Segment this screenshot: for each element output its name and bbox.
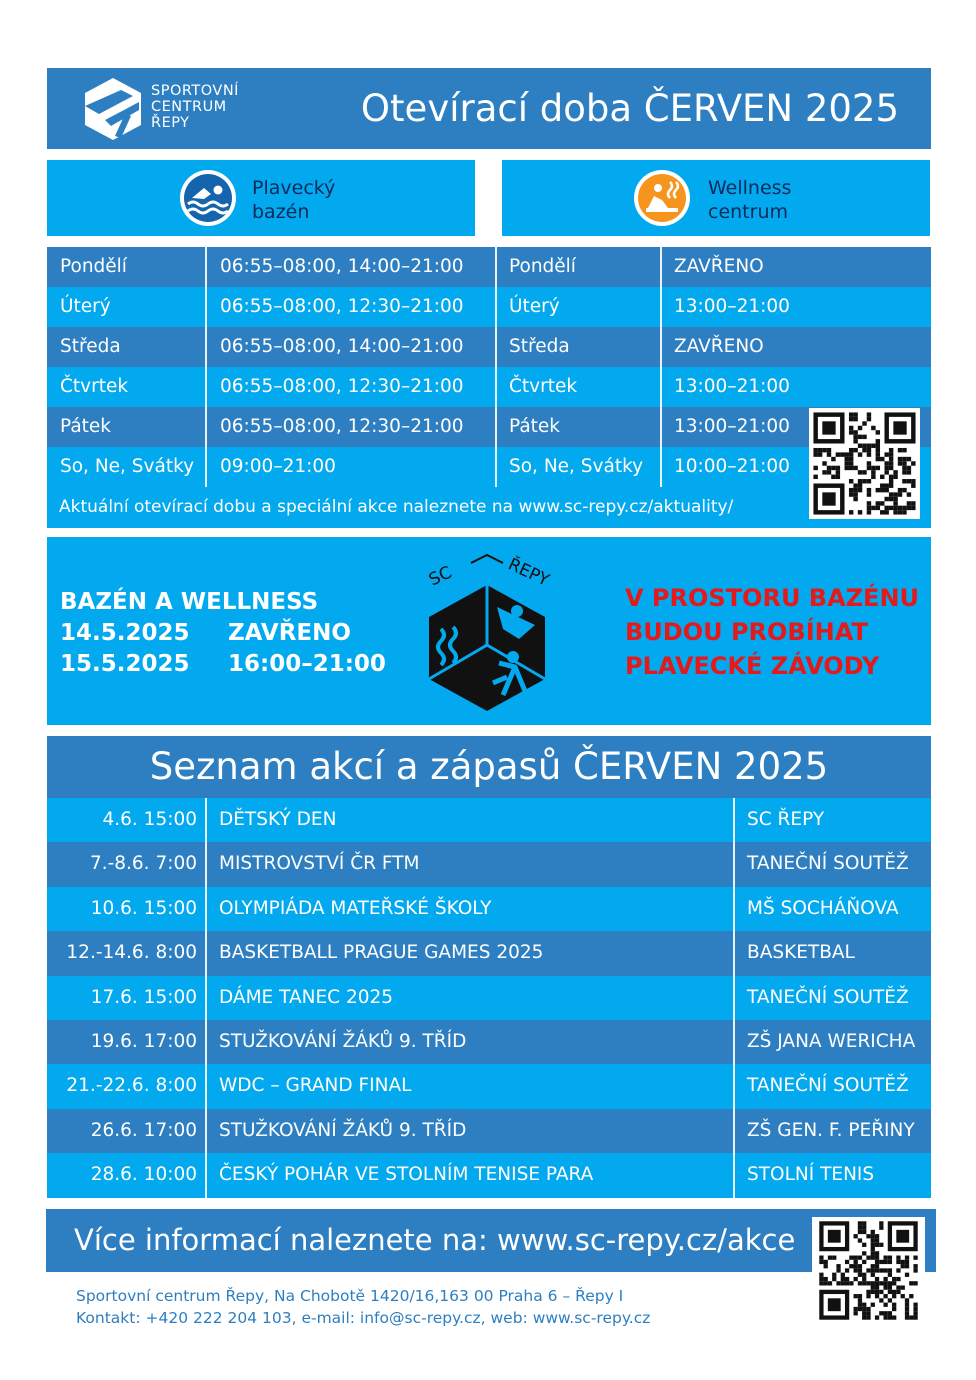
wellness-time: 13:00–21:00 xyxy=(674,296,790,317)
hours-row xyxy=(47,367,931,407)
emblem-text-right: ŘEPY xyxy=(504,554,553,591)
warning-line: PLAVECKÉ ZÁVODY xyxy=(625,652,880,680)
event-type: SC ŘEPY xyxy=(747,809,825,830)
wellness-day: Úterý xyxy=(509,296,560,317)
closure-notice xyxy=(47,537,931,725)
page-title: Otevírací doba ČERVEN 2025 xyxy=(360,87,899,130)
event-name: DÁME TANEC 2025 xyxy=(219,986,394,1008)
wellness-day: Pondělí xyxy=(509,256,576,277)
pool-day: Pondělí xyxy=(60,256,127,277)
event-type: TANEČNÍ SOUTĚŽ xyxy=(747,853,909,875)
contact-line: Kontakt: +420 222 204 103, e-mail: info@sc-repy.cz, web: www.sc-repy.cz xyxy=(76,1309,651,1327)
event-date: 7.-8.6. 7:00 xyxy=(89,853,197,875)
hours-row xyxy=(47,447,931,487)
wellness-day: Středa xyxy=(509,336,570,357)
event-date: 28.6. 10:00 xyxy=(90,1164,197,1186)
table-row xyxy=(47,976,931,1020)
event-date: 26.6. 17:00 xyxy=(90,1119,197,1141)
wellness-label-line: Wellness xyxy=(708,177,792,199)
closure-value: ZAVŘENO xyxy=(228,620,351,646)
column-divider xyxy=(495,247,497,487)
table-row xyxy=(47,887,931,931)
hours-row xyxy=(47,327,931,367)
pool-time: 06:55–08:00, 14:00–21:00 xyxy=(220,256,464,277)
hours-row xyxy=(47,247,931,287)
event-type: TANEČNÍ SOUTĚŽ xyxy=(747,1075,909,1097)
event-name: DĚTSKÝ DEN xyxy=(219,809,337,830)
event-type: ZŠ JANA WERICHA xyxy=(747,1031,916,1052)
pool-time: 06:55–08:00, 14:00–21:00 xyxy=(220,336,464,357)
hours-note: Aktuální otevírací dobu a speciální akce naleznete na www.sc-repy.cz/aktuality/ xyxy=(59,497,734,517)
column-divider xyxy=(660,247,662,487)
wellness-day: So, Ne, Svátky xyxy=(509,456,644,477)
wellness-day: Čtvrtek xyxy=(509,376,578,397)
event-type: ZŠ GEN. F. PEŘINY xyxy=(747,1119,915,1141)
table-row xyxy=(47,798,931,842)
event-name: ČESKÝ POHÁR VE STOLNÍM TENISE PARA xyxy=(219,1164,594,1186)
column-divider xyxy=(205,247,207,487)
event-name: MISTROVSTVÍ ČR FTM xyxy=(219,853,420,875)
closure-value: 16:00–21:00 xyxy=(228,651,386,677)
event-date: 19.6. 17:00 xyxy=(90,1031,197,1052)
closure-date: 15.5.2025 xyxy=(60,651,190,677)
pool-day: Úterý xyxy=(60,296,111,317)
warning-line: V PROSTORU BAZÉNU xyxy=(625,584,920,612)
address-line: Sportovní centrum Řepy, Na Chobotě 1420/16,163 00 Praha 6 – Řepy I xyxy=(76,1287,624,1305)
event-name: STUŽKOVÁNÍ ŽÁKŮ 9. TŘÍD xyxy=(219,1119,467,1141)
wellness-time: 13:00–21:00 xyxy=(674,376,790,397)
pool-day: Pátek xyxy=(60,416,112,437)
logo-line: CENTRUM xyxy=(151,99,227,115)
table-row xyxy=(47,1153,931,1197)
pool-time: 06:55–08:00, 12:30–21:00 xyxy=(220,416,464,437)
qr-code-icon xyxy=(812,1217,925,1324)
footer-bar xyxy=(46,1209,936,1272)
header-bar xyxy=(47,68,931,149)
logo-line: SPORTOVNÍ xyxy=(151,83,239,99)
sauna-icon xyxy=(632,168,692,228)
warning-line: BUDOU PROBÍHAT xyxy=(625,618,868,646)
table-row xyxy=(47,1064,931,1108)
sc-repy-logo-icon xyxy=(81,76,145,142)
logo-line: ŘEPY xyxy=(151,115,190,131)
pool-label-line: bazén xyxy=(252,201,310,223)
wellness-day: Pátek xyxy=(509,416,561,437)
pool-label-line: Plavecký xyxy=(252,177,336,199)
event-type: TANEČNÍ SOUTĚŽ xyxy=(747,986,909,1008)
swimmer-icon xyxy=(178,168,238,228)
pool-time: 06:55–08:00, 12:30–21:00 xyxy=(220,376,464,397)
pool-header xyxy=(47,160,475,236)
events-title-bar xyxy=(47,736,931,798)
event-type: MŠ SOCHÁŇOVA xyxy=(747,897,899,919)
closure-date: 14.5.2025 xyxy=(60,620,190,646)
wellness-label xyxy=(708,176,791,224)
hours-row xyxy=(47,287,931,327)
event-date: 17.6. 15:00 xyxy=(90,986,197,1008)
table-row xyxy=(47,842,931,886)
closure-title: BAZÉN A WELLNESS xyxy=(60,589,319,615)
column-divider xyxy=(205,798,207,1198)
wellness-time: 10:00–21:00 xyxy=(674,456,790,477)
column-divider xyxy=(733,798,735,1198)
wellness-time: ZAVŘENO xyxy=(674,256,764,277)
table-row xyxy=(47,931,931,975)
wellness-label-line: centrum xyxy=(708,201,788,223)
event-name: STUŽKOVÁNÍ ŽÁKŮ 9. TŘÍD xyxy=(219,1031,467,1052)
pool-day: So, Ne, Svátky xyxy=(60,456,195,477)
wellness-time: 13:00–21:00 xyxy=(674,416,790,437)
emblem-text-left: SC xyxy=(425,562,455,591)
table-row xyxy=(47,1109,931,1153)
qr-code-icon xyxy=(809,408,920,519)
event-date: 12.-14.6. 8:00 xyxy=(66,942,197,964)
pool-time: 09:00–21:00 xyxy=(220,456,336,477)
event-date: 10.6. 15:00 xyxy=(90,897,197,919)
event-date: 4.6. 15:00 xyxy=(102,809,197,830)
event-date: 21.-22.6. 8:00 xyxy=(66,1075,197,1097)
pool-day: Středa xyxy=(60,336,121,357)
logo-text xyxy=(151,83,239,131)
more-info-link[interactable]: Více informací naleznete na: www.sc-repy.cz/akce xyxy=(74,1223,796,1257)
events-title: Seznam akcí a zápasů ČERVEN 2025 xyxy=(149,745,829,788)
pool-label xyxy=(252,176,335,224)
pool-time: 06:55–08:00, 12:30–21:00 xyxy=(220,296,464,317)
event-name: WDC – GRAND FINAL xyxy=(219,1075,412,1097)
wellness-time: ZAVŘENO xyxy=(674,336,764,357)
pool-day: Čtvrtek xyxy=(60,376,129,397)
event-type: BASKETBAL xyxy=(747,942,855,964)
contact-info xyxy=(76,1285,650,1329)
hours-row xyxy=(47,407,931,447)
events-table xyxy=(47,798,931,1198)
event-name: BASKETBALL PRAGUE GAMES 2025 xyxy=(219,942,544,964)
sc-repy-emblem-icon xyxy=(407,545,567,717)
opening-hours-table xyxy=(47,247,931,528)
table-row xyxy=(47,1020,931,1064)
event-name: OLYMPIÁDA MATEŘSKÉ ŠKOLY xyxy=(219,897,492,919)
event-type: STOLNÍ TENIS xyxy=(747,1164,875,1186)
wellness-header xyxy=(502,160,930,236)
race-warning xyxy=(625,581,919,683)
